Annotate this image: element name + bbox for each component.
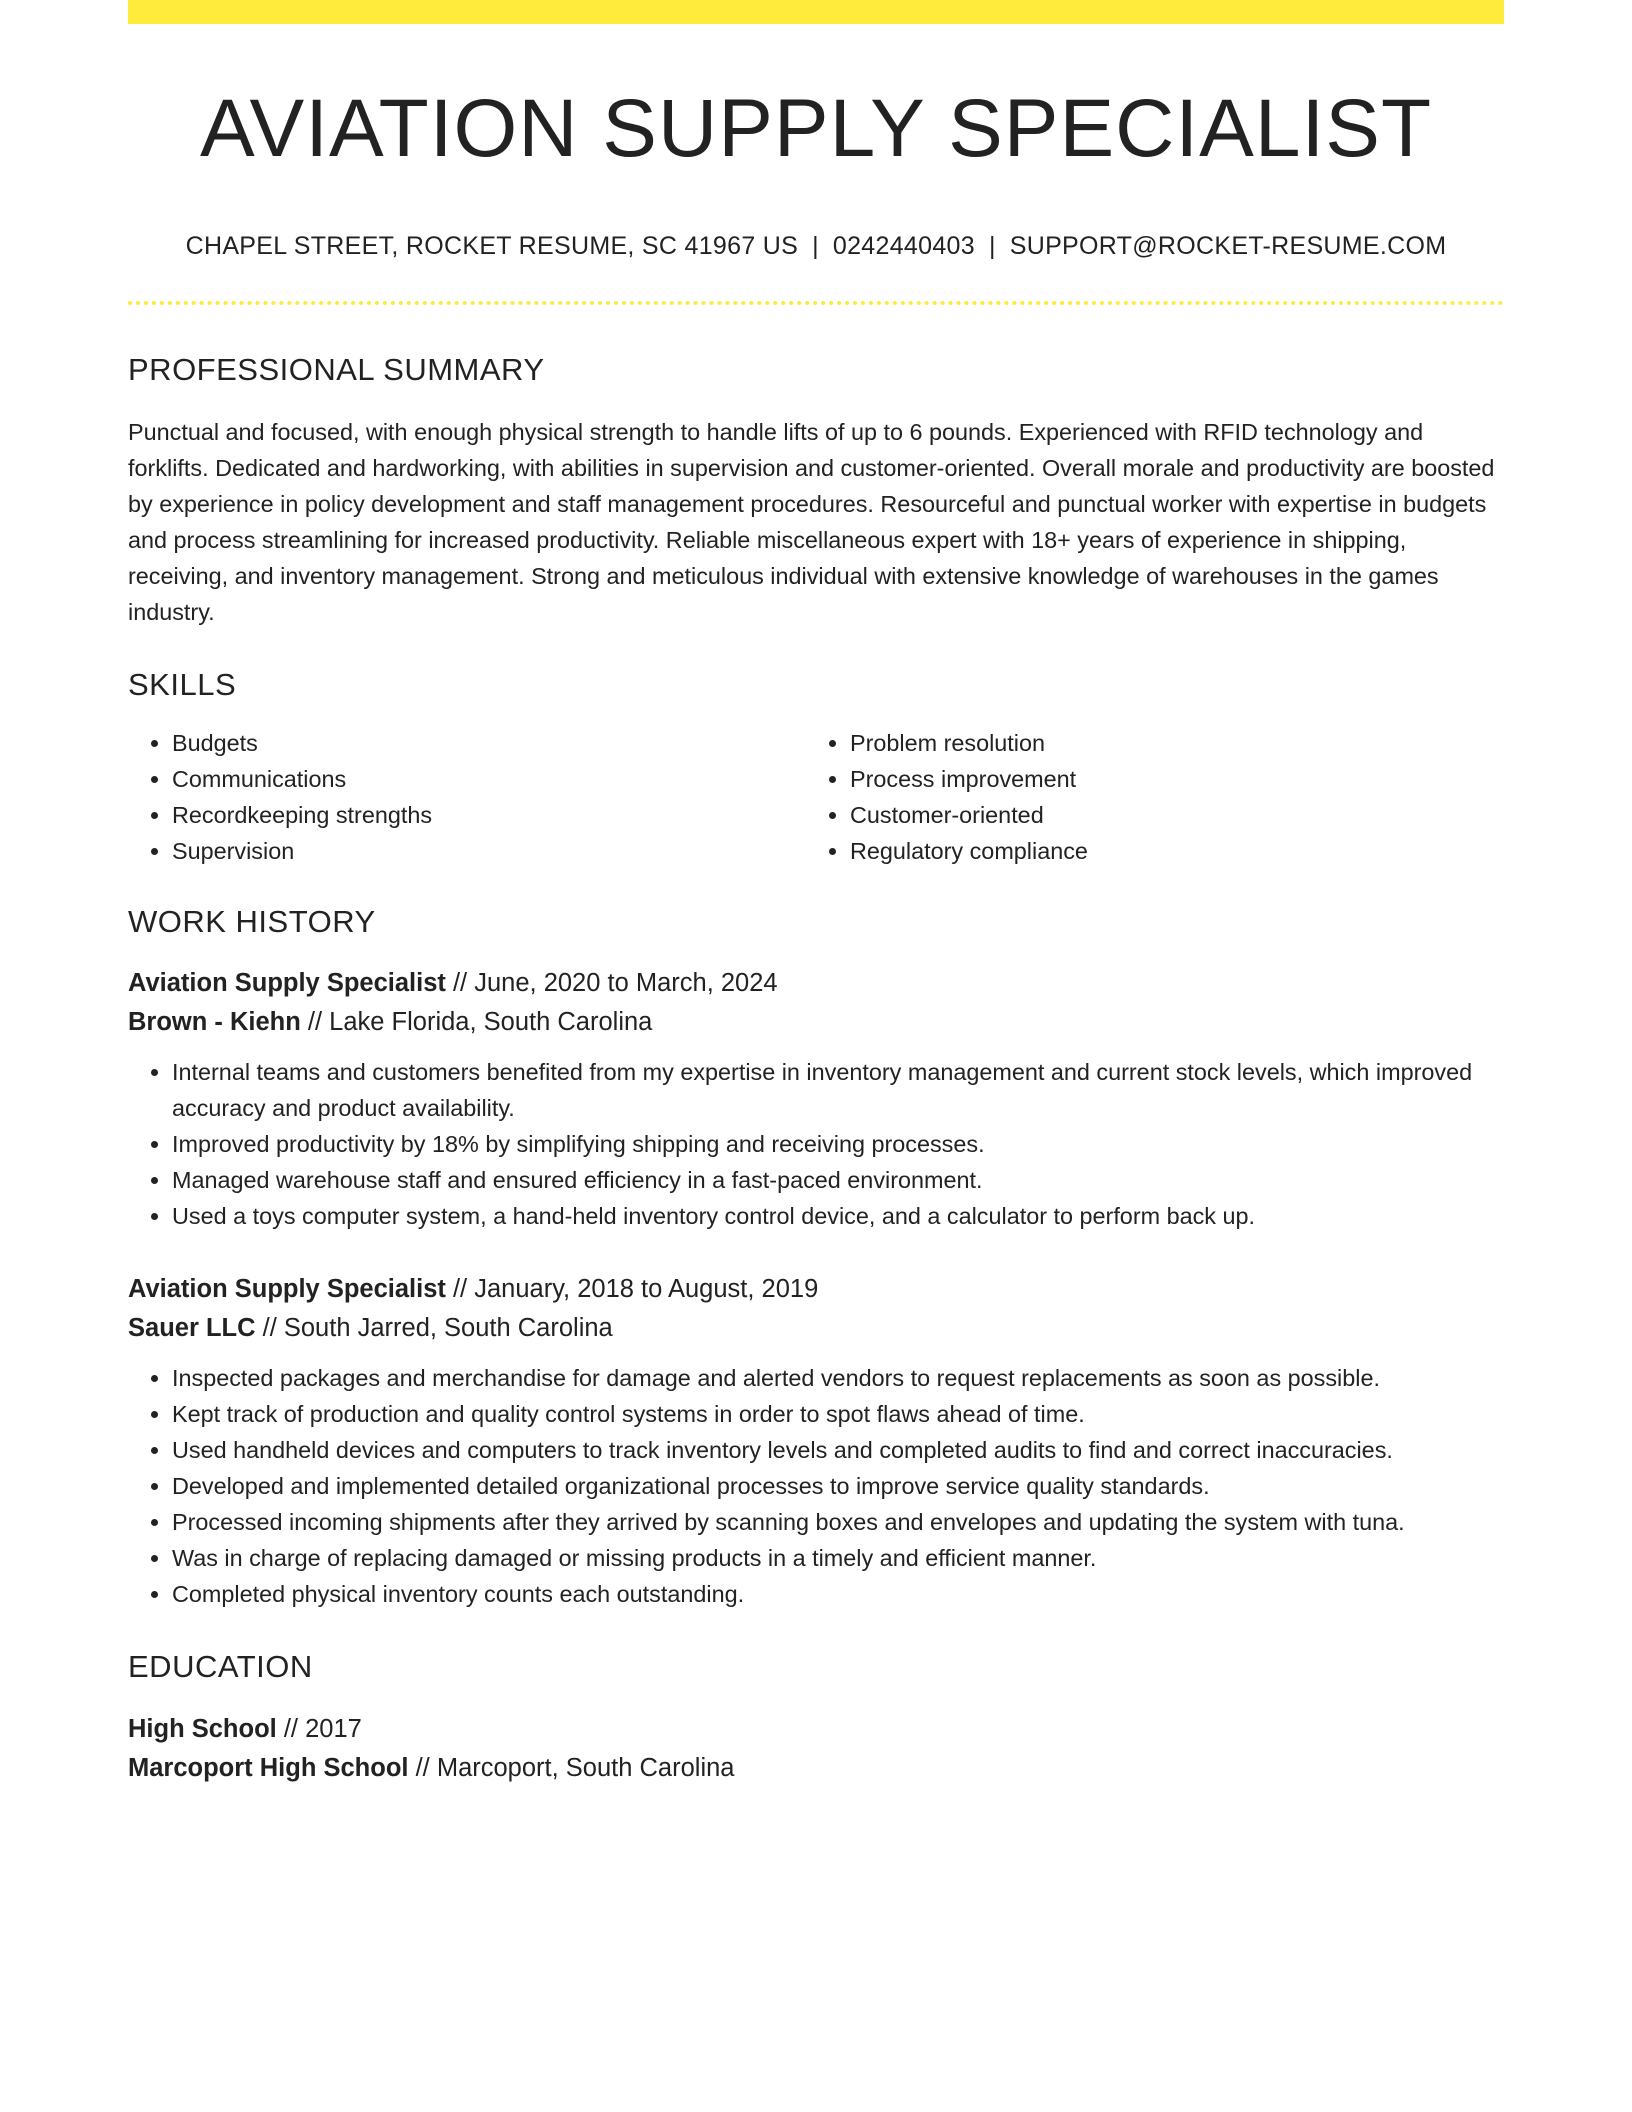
job-location: // South Jarred, South Carolina xyxy=(255,1314,613,1343)
job-location: // Lake Florida, South Carolina xyxy=(300,1008,653,1037)
skill-item: • Process improvement xyxy=(850,761,1484,797)
education-year: // 2017 xyxy=(276,1714,362,1743)
skill-item: • Recordkeeping strengths xyxy=(172,797,806,833)
resume-title: AVIATION SUPPLY SPECIALIST xyxy=(199,83,1433,174)
education-school-line xyxy=(128,1749,1504,1788)
contact-email: SUPPORT@ROCKET-RESUME.COM xyxy=(1009,232,1447,261)
job-bullets xyxy=(128,1054,1504,1234)
job-company-line xyxy=(128,1309,1504,1348)
work-history-heading: WORK HISTORY xyxy=(128,904,376,940)
education-degree-line xyxy=(128,1710,1504,1749)
dotted-divider xyxy=(128,301,1504,305)
job-bullet: • Kept track of production and quality control systems in order to spot flaws ahead of time. xyxy=(172,1396,1504,1432)
skill-item: • Regulatory compliance xyxy=(850,833,1484,869)
resume-page xyxy=(128,0,1504,1788)
summary-text: Punctual and focused, with enough physical strength to handle lifts of up to 6 pounds. Experienced with RFID technology and forklifts. Dedicated and hardworking, with abilities in supervision and customer-oriented. Overall morale and productivity are boosted by experience in policy development and staff management procedures. Resourceful and punctual worker with expertise in budgets and process streamlining for increased productivity. Reliable miscellaneous expert with 18+ years of experience in shipping, receiving, and inventory management. Strong and meticulous individual with extensive knowledge of warehouses in the games industry. xyxy=(128,418,1495,625)
job-dates: // June, 2020 to March, 2024 xyxy=(445,969,778,998)
education-location: // Marcoport, South Carolina xyxy=(408,1753,735,1782)
skill-item: • Communications xyxy=(172,761,806,797)
education-heading: EDUCATION xyxy=(128,1649,313,1685)
skill-item: • Customer-oriented xyxy=(850,797,1484,833)
job-bullet: • Was in charge of replacing damaged or missing products in a timely and efficient manner. xyxy=(172,1540,1504,1576)
contact-phone: 0242440403 xyxy=(832,232,975,261)
education-school: Marcoport High School xyxy=(128,1753,409,1782)
skills-heading: SKILLS xyxy=(128,666,237,702)
contact-separator: | xyxy=(812,232,819,261)
skill-item: • Supervision xyxy=(172,833,806,869)
skills-list xyxy=(128,725,1504,869)
job-bullet: • Completed physical inventory counts each outstanding. xyxy=(172,1576,1504,1612)
education-entry xyxy=(128,1710,1504,1788)
job-title: Aviation Supply Specialist xyxy=(128,1275,446,1304)
job-bullet: • Internal teams and customers benefited from my expertise in inventory management and current stock levels, which improved accuracy and product availability. xyxy=(172,1054,1504,1126)
job-company-line xyxy=(128,1003,1504,1042)
job-company: Brown - Kiehn xyxy=(128,1008,301,1037)
job-bullet: • Processed incoming shipments after they arrived by scanning boxes and envelopes and updating the system with tuna. xyxy=(172,1504,1504,1540)
job-bullet: • Used handheld devices and computers to track inventory levels and completed audits to find and correct inaccuracies. xyxy=(172,1432,1504,1468)
job-bullet: • Used a toys computer system, a hand-held inventory control device, and a calculator to perform back up. xyxy=(172,1198,1504,1234)
job-dates: // January, 2018 to August, 2019 xyxy=(445,1275,819,1304)
job-title: Aviation Supply Specialist xyxy=(128,969,446,998)
job-entry xyxy=(128,1270,1504,1612)
contact-line xyxy=(128,230,1504,263)
skills-column-left xyxy=(128,725,806,869)
contact-separator: | xyxy=(988,232,996,261)
job-bullet: • Inspected packages and merchandise for damage and alerted vendors to request replacements as soon as possible. xyxy=(172,1360,1504,1396)
job-bullet: • Improved productivity by 18% by simplifying shipping and receiving processes. xyxy=(172,1126,1504,1162)
job-entry xyxy=(128,964,1504,1234)
skill-item: • Budgets xyxy=(172,725,806,761)
job-bullets xyxy=(128,1360,1504,1612)
job-bullet: • Managed warehouse staff and ensured efficiency in a fast-paced environment. xyxy=(172,1162,1504,1198)
job-title-line xyxy=(128,964,1504,1003)
accent-top-bar xyxy=(128,0,1504,24)
contact-address: CHAPEL STREET, ROCKET RESUME, SC 41967 US xyxy=(185,232,799,261)
job-company: Sauer LLC xyxy=(128,1314,256,1343)
skill-item: • Problem resolution xyxy=(850,725,1484,761)
education-degree: High School xyxy=(128,1714,277,1743)
summary-heading: PROFESSIONAL SUMMARY xyxy=(128,351,545,387)
skills-column-right xyxy=(806,725,1484,869)
job-title-line xyxy=(128,1270,1504,1309)
job-bullet: • Developed and implemented detailed organizational processes to improve service quality standards. xyxy=(172,1468,1504,1504)
